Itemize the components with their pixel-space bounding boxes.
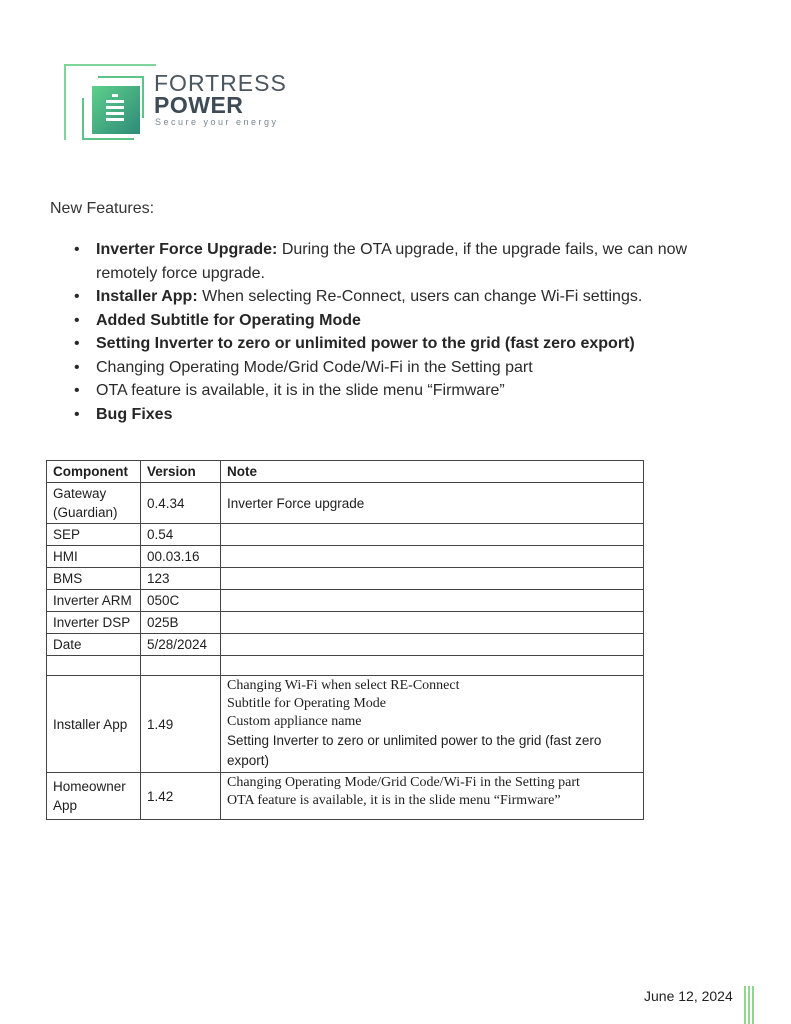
note-line: OTA feature is available, it is in the slide menu “Firmware” [227,793,561,808]
feature-title: Installer App: [96,288,198,305]
bullet-icon: • [74,358,80,376]
cell-component: Inverter ARM [47,590,141,612]
cell-component: Installer App [47,676,141,773]
table-row [47,546,644,568]
new-features-heading: New Features: [50,200,155,217]
feature-title: Added Subtitle for Operating Mode [96,311,361,329]
cell-note [221,568,644,590]
table-row [47,568,644,590]
bullet-icon: • [74,335,80,352]
cell-component: HMI [47,546,141,568]
cell-note [221,634,644,656]
feature-item [72,309,712,333]
bullet-icon: • [74,311,80,329]
note-line: Custom appliance name [227,714,362,729]
feature-text: OTA feature is available, it is in the slide menu “Firmware” [96,382,505,399]
logo-tagline: Secure your energy [155,117,279,127]
cell-component: Homeowner App [47,773,141,820]
cell-component: Inverter DSP [47,612,141,634]
cell-version: 0.4.34 [141,483,221,524]
cell-note [221,590,644,612]
bullet-icon: • [74,405,80,423]
cell-version: 00.03.16 [141,546,221,568]
feature-item [72,238,712,285]
logo-wordmark-line1: FORTRESS [154,70,287,96]
features-list [72,238,712,426]
table-header-row [47,461,644,483]
feature-item [72,403,712,427]
bullet-icon: • [74,382,80,399]
cell-component: Gateway (Guardian) [47,483,141,524]
note-line: Changing Wi-Fi when select RE-Connect [227,678,460,693]
feature-text: When selecting Re-Connect, users can change Wi-Fi settings. [197,288,643,305]
cell-version: 123 [141,568,221,590]
cell-version: 1.42 [141,773,221,820]
cell-version [141,656,221,676]
footer-date: June 12, 2024 [644,988,733,1004]
cell-component: Date [47,634,141,656]
feature-item [72,332,712,356]
cell-note [221,676,644,773]
cell-component: BMS [47,568,141,590]
feature-title: Inverter Force Upgrade: [96,241,278,258]
table-row [47,634,644,656]
feature-title: Bug Fixes [96,405,173,423]
feature-item [72,285,712,309]
cell-note [221,656,644,676]
feature-text: Changing Operating Mode/Grid Code/Wi-Fi in the Setting part [96,358,533,376]
table-row [47,524,644,546]
table-row [47,676,644,773]
battery-icon [106,94,124,126]
cell-note [221,546,644,568]
note-line: Changing Operating Mode/Grid Code/Wi-Fi in the Setting part [227,775,580,790]
footer-accent-bars [744,986,754,1024]
header-component: Component [47,461,141,483]
note-line: Setting Inverter to zero or unlimited power to the grid (fast zero export) [227,733,602,768]
feature-text: During the OTA upgrade, if the upgrade fails, we can now remotely force upgrade. [96,241,688,282]
logo-wordmark-line2: POWER [154,92,244,118]
cell-note: Inverter Force upgrade [221,483,644,524]
note-line: Subtitle for Operating Mode [227,696,387,711]
feature-title: Setting Inverter to zero or unlimited power to the grid (fast zero export) [96,335,635,352]
feature-item [72,379,712,403]
cell-version: 025B [141,612,221,634]
table-row [47,590,644,612]
table-row [47,773,644,820]
feature-item [72,356,712,380]
bullet-icon: • [74,241,80,258]
cell-note [221,524,644,546]
cell-note [221,773,644,820]
table-row [47,483,644,524]
cell-note [221,612,644,634]
cell-component [47,656,141,676]
cell-version: 050C [141,590,221,612]
table-row-empty [47,656,644,676]
cell-version: 1.49 [141,676,221,773]
version-table [46,460,644,820]
table-row [47,612,644,634]
cell-version: 5/28/2024 [141,634,221,656]
cell-component: SEP [47,524,141,546]
cell-version: 0.54 [141,524,221,546]
header-note: Note [221,461,644,483]
bullet-icon: • [74,288,80,305]
fortress-power-logo [62,62,292,142]
header-version: Version [141,461,221,483]
